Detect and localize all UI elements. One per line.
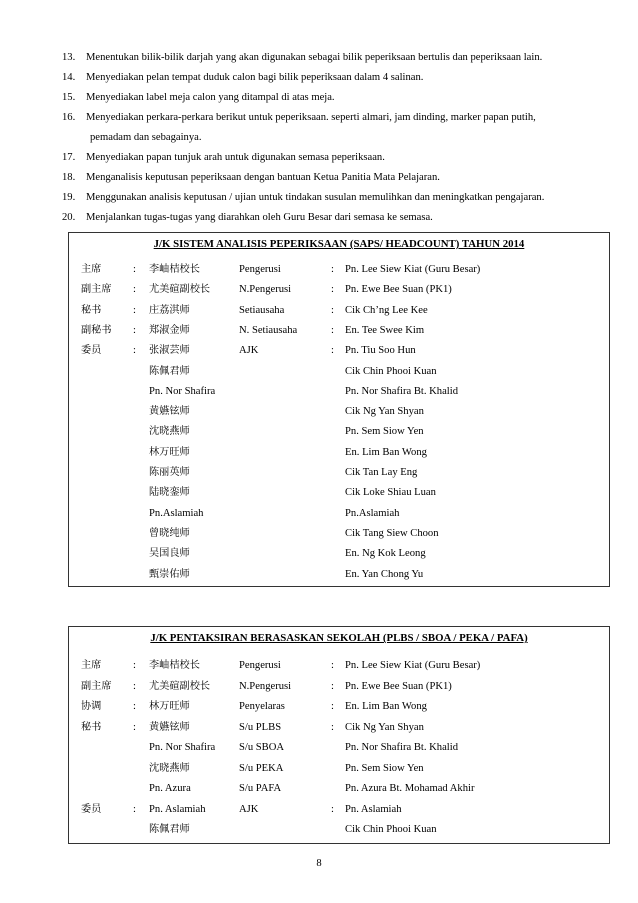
chinese-name: 陆晓銮师: [149, 487, 190, 499]
committee-row: [69, 281, 609, 301]
colon: :: [331, 345, 334, 357]
chinese-name: 李岫桔校长: [149, 264, 200, 275]
chinese-name: 沈晓燕师: [149, 762, 190, 774]
committee-row: [69, 444, 609, 464]
member-name: Pn.Aslamiah: [345, 507, 400, 519]
member-name: Pn. Lee Siew Kiat (Guru Besar): [345, 264, 481, 275]
role: Pengerusi: [239, 264, 281, 275]
committee-row: [69, 719, 609, 739]
colon: :: [331, 701, 334, 712]
member-name: Pn. Aslamiah: [345, 803, 402, 815]
member-name: Pn. Lee Siew Kiat (Guru Besar): [345, 660, 481, 671]
member-name: Cik Tang Siew Choon: [345, 527, 439, 539]
committee-row: [69, 801, 609, 821]
committee-row: [69, 678, 609, 698]
page-number: 8: [316, 858, 322, 869]
list-item: 14. Menyediakan pelan tempat duduk calon bagi bilik peperiksaan dalam 4 salinan.: [62, 72, 424, 83]
role: S/u PLBS: [239, 721, 282, 733]
chinese-name: 甄崇佑师: [149, 568, 190, 580]
member-name: En. Lim Ban Wong: [345, 446, 427, 458]
list-item-continuation: pemadam dan sebagainya.: [90, 132, 202, 143]
colon: :: [133, 803, 136, 815]
list-item: 17. Menyediakan papan tunjuk arah untuk digunakan semasa peperiksaan.: [62, 152, 385, 163]
role: Penyelaras: [239, 701, 285, 712]
role: N.Pengerusi: [239, 680, 292, 692]
colon: :: [133, 284, 136, 296]
member-name: Pn. Nor Shafira Bt. Khalid: [345, 742, 458, 753]
role: S/u SBOA: [239, 742, 285, 753]
member-name: Pn. Sem Siow Yen: [345, 426, 424, 438]
committee-plbs-box: [68, 626, 610, 844]
member-name: Pn. Nor Shafira Bt. Khalid: [345, 385, 458, 397]
member-name: Cik Loke Shiau Luan: [345, 487, 436, 499]
role: Pengerusi: [239, 660, 281, 671]
colon: :: [133, 721, 136, 733]
member-name: En. Lim Ban Wong: [345, 701, 427, 712]
chinese-role: 副主席: [81, 680, 112, 692]
colon: :: [331, 803, 334, 815]
chinese-name: 黄嬿铉师: [149, 406, 190, 418]
role: S/u PAFA: [239, 783, 282, 794]
chinese-role: 秘书: [81, 304, 102, 316]
member-name: Cik Chin Phooi Kuan: [345, 365, 437, 377]
colon: :: [331, 680, 334, 692]
committee-row: [69, 505, 609, 525]
chinese-name: 林万旺师: [149, 701, 190, 712]
member-name: En. Tee Swee Kim: [345, 324, 425, 336]
task-list: [62, 48, 622, 228]
member-name: Pn. Ewe Bee Suan (PK1): [345, 680, 452, 692]
chinese-name: 吴国良师: [149, 548, 190, 560]
role: N.Pengerusi: [239, 284, 292, 296]
colon: :: [133, 345, 136, 357]
colon: :: [133, 304, 136, 316]
member-name: Pn. Ewe Bee Suan (PK1): [345, 284, 452, 296]
committee-row: [69, 566, 609, 586]
chinese-name: 张淑芸师: [149, 345, 190, 357]
chinese-name: 郑淑金师: [149, 324, 190, 336]
chinese-name: Pn.Aslamiah: [149, 507, 204, 519]
committee-row: [69, 780, 609, 800]
committee-row: [69, 545, 609, 565]
committee-row: [69, 322, 609, 342]
chinese-name: Pn. Nor Shafira: [149, 742, 216, 753]
chinese-name: 黄嬿铉师: [149, 721, 190, 733]
list-item: 18. Menganalisis keputusan peperiksaan dengan bantuan Ketua Panitia Mata Pelajaran.: [62, 172, 440, 183]
committee-row: [69, 821, 609, 841]
role: S/u PEKA: [239, 762, 284, 774]
chinese-name: 庄荔淇师: [149, 304, 190, 316]
committee-row: [69, 657, 609, 677]
chinese-name: 沈晓燕师: [149, 426, 190, 438]
chinese-name: 陈佩君师: [149, 365, 190, 377]
list-item: 15. Menyediakan label meja calon yang ditampal di atas meja.: [62, 92, 335, 103]
chinese-name: 陈佩君师: [149, 824, 190, 835]
chinese-name: Pn. Aslamiah: [149, 803, 206, 815]
committee-row: [69, 383, 609, 403]
chinese-role: 主席: [81, 660, 102, 671]
committee-row: [69, 464, 609, 484]
chinese-role: 委员: [81, 803, 102, 815]
member-name: Cik Tan Lay Eng: [345, 467, 418, 478]
role: AJK: [239, 345, 259, 357]
committee-row: [69, 261, 609, 281]
chinese-name: 林万旺师: [149, 446, 190, 458]
committee-row: [69, 760, 609, 780]
colon: :: [331, 304, 334, 316]
committee-row: [69, 525, 609, 545]
chinese-name: Pn. Azura: [149, 783, 191, 794]
colon: :: [133, 264, 136, 275]
chinese-name: 陈丽英师: [149, 467, 190, 478]
list-item: 20. Menjalankan tugas-tugas yang diarahkan oleh Guru Besar dari semasa ke semasa.: [62, 212, 433, 223]
committee-row: [69, 403, 609, 423]
member-name: Cik Chin Phooi Kuan: [345, 824, 437, 835]
committee-title: J/K PENTAKSIRAN BERASASKAN SEKOLAH (PLBS / SBOA / PEKA / PAFA): [150, 632, 528, 644]
committee-row: [69, 423, 609, 443]
member-name: Pn. Tiu Soo Hun: [345, 345, 416, 357]
committee-row: [69, 739, 609, 759]
chinese-role: 秘书: [81, 721, 102, 733]
member-name: Cik Ch’ng Lee Kee: [345, 304, 428, 316]
colon: :: [331, 284, 334, 296]
member-name: Pn. Sem Siow Yen: [345, 762, 424, 774]
member-name: En. Yan Chong Yu: [345, 568, 424, 580]
colon: :: [133, 660, 136, 671]
colon: :: [331, 324, 334, 336]
committee-title: J/K SISTEM ANALISIS PEPERIKSAAN (SAPS/ HEADCOUNT) TAHUN 2014: [153, 238, 525, 250]
chinese-name: Pn. Nor Shafira: [149, 385, 216, 397]
colon: :: [331, 660, 334, 671]
committee-row: [69, 342, 609, 362]
committee-row: [69, 363, 609, 383]
committee-saps-box: [68, 232, 610, 587]
colon: :: [331, 264, 334, 275]
chinese-name: 尤美碹副校长: [149, 680, 211, 692]
member-name: Cik Ng Yan Shyan: [345, 406, 424, 418]
list-item: 13. Menentukan bilik-bilik darjah yang akan digunakan sebagai bilik peperiksaan bertulis dan peperiksaan lain.: [62, 52, 543, 63]
chinese-role: 协调: [81, 701, 102, 712]
member-name: Cik Ng Yan Shyan: [345, 721, 424, 733]
chinese-name: 李岫桔校长: [149, 660, 200, 671]
chinese-name: 曾晓纯师: [149, 527, 190, 539]
colon: :: [331, 721, 334, 733]
role: N. Setiausaha: [239, 324, 298, 336]
member-name: Pn. Azura Bt. Mohamad Akhir: [345, 783, 475, 794]
chinese-role: 主席: [81, 264, 102, 275]
chinese-role: 副秘书: [81, 324, 112, 336]
committee-row: [69, 698, 609, 718]
chinese-role: 副主席: [81, 284, 112, 296]
role: AJK: [239, 803, 259, 815]
colon: :: [133, 701, 136, 712]
chinese-role: 委员: [81, 345, 102, 357]
list-item: 19. Menggunakan analisis keputusan / ujian untuk tindakan susulan memulihkan dan meningkatkan pengajaran.: [62, 192, 545, 203]
chinese-name: 尤美碹副校长: [149, 284, 211, 296]
role: Setiausaha: [239, 304, 285, 316]
colon: :: [133, 324, 136, 336]
committee-row: [69, 484, 609, 504]
colon: :: [133, 680, 136, 692]
list-item: 16. Menyediakan perkara-perkara berikut untuk peperiksaan. seperti almari, jam dinding, marker papan putih,: [62, 112, 536, 123]
member-name: En. Ng Kok Leong: [345, 548, 426, 560]
committee-row: [69, 302, 609, 322]
